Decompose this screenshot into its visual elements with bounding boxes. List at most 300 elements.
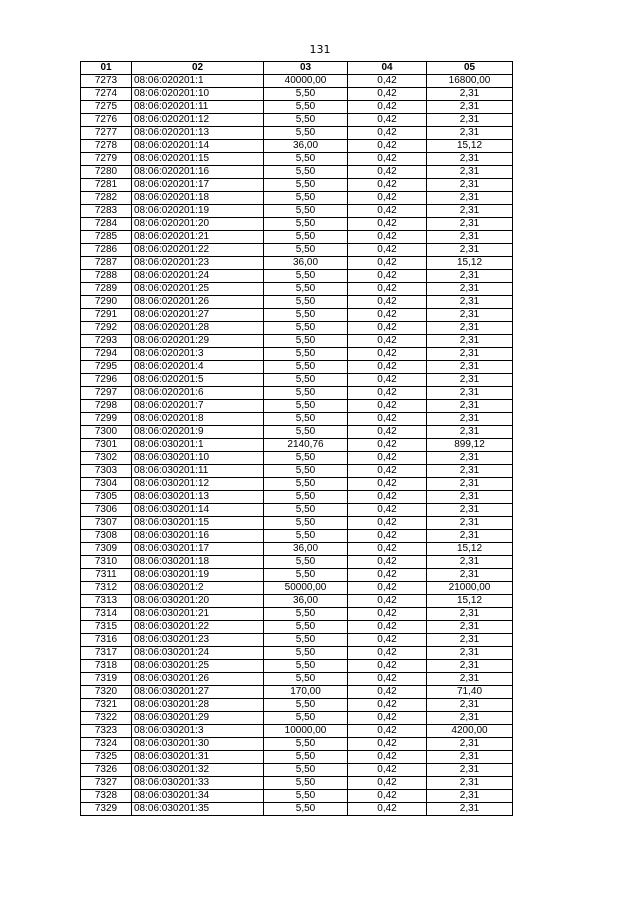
cell-cadastral-code: 08:06:020201:27 bbox=[132, 309, 264, 322]
data-table bbox=[80, 61, 513, 816]
cell-row-number: 7276 bbox=[81, 114, 132, 127]
cell-cadastral-code: 08:06:030201:27 bbox=[132, 686, 264, 699]
column-header-05: 05 bbox=[427, 62, 513, 75]
cell-value-04: 0,42 bbox=[348, 504, 427, 517]
cell-value-05: 2,31 bbox=[427, 335, 513, 348]
table-row bbox=[81, 582, 513, 595]
cell-cadastral-code: 08:06:020201:21 bbox=[132, 231, 264, 244]
cell-value-05: 2,31 bbox=[427, 166, 513, 179]
cell-value-03: 5,50 bbox=[264, 634, 348, 647]
cell-value-04: 0,42 bbox=[348, 465, 427, 478]
table-row bbox=[81, 322, 513, 335]
column-header-02: 02 bbox=[132, 62, 264, 75]
cell-row-number: 7279 bbox=[81, 153, 132, 166]
cell-value-03: 5,50 bbox=[264, 179, 348, 192]
cell-value-05: 2,31 bbox=[427, 556, 513, 569]
cell-cadastral-code: 08:06:020201:25 bbox=[132, 283, 264, 296]
cell-row-number: 7328 bbox=[81, 790, 132, 803]
table-header bbox=[81, 62, 513, 75]
cell-cadastral-code: 08:06:020201:28 bbox=[132, 322, 264, 335]
cell-value-05: 2,31 bbox=[427, 101, 513, 114]
cell-value-04: 0,42 bbox=[348, 777, 427, 790]
cell-cadastral-code: 08:06:020201:11 bbox=[132, 101, 264, 114]
table-row bbox=[81, 673, 513, 686]
cell-value-04: 0,42 bbox=[348, 153, 427, 166]
cell-value-03: 5,50 bbox=[264, 348, 348, 361]
cell-cadastral-code: 08:06:030201:30 bbox=[132, 738, 264, 751]
cell-cadastral-code: 08:06:020201:3 bbox=[132, 348, 264, 361]
table-row bbox=[81, 270, 513, 283]
cell-cadastral-code: 08:06:020201:14 bbox=[132, 140, 264, 153]
cell-cadastral-code: 08:06:020201:15 bbox=[132, 153, 264, 166]
cell-value-04: 0,42 bbox=[348, 244, 427, 257]
cell-value-05: 2,31 bbox=[427, 244, 513, 257]
cell-row-number: 7309 bbox=[81, 543, 132, 556]
cell-value-03: 5,50 bbox=[264, 374, 348, 387]
cell-row-number: 7286 bbox=[81, 244, 132, 257]
cell-value-04: 0,42 bbox=[348, 764, 427, 777]
cell-cadastral-code: 08:06:030201:23 bbox=[132, 634, 264, 647]
cell-value-05: 2,31 bbox=[427, 634, 513, 647]
cell-row-number: 7278 bbox=[81, 140, 132, 153]
cell-row-number: 7316 bbox=[81, 634, 132, 647]
cell-value-03: 5,50 bbox=[264, 673, 348, 686]
cell-value-05: 2,31 bbox=[427, 205, 513, 218]
table-row bbox=[81, 127, 513, 140]
cell-value-03: 5,50 bbox=[264, 478, 348, 491]
cell-row-number: 7287 bbox=[81, 257, 132, 270]
cell-value-05: 2,31 bbox=[427, 413, 513, 426]
cell-cadastral-code: 08:06:020201:6 bbox=[132, 387, 264, 400]
table-row bbox=[81, 244, 513, 257]
cell-value-04: 0,42 bbox=[348, 309, 427, 322]
table-row bbox=[81, 205, 513, 218]
cell-row-number: 7314 bbox=[81, 608, 132, 621]
cell-value-05: 2,31 bbox=[427, 400, 513, 413]
table-row bbox=[81, 88, 513, 101]
cell-value-05: 15,12 bbox=[427, 257, 513, 270]
cell-value-05: 2,31 bbox=[427, 218, 513, 231]
cell-value-04: 0,42 bbox=[348, 491, 427, 504]
cell-cadastral-code: 08:06:030201:25 bbox=[132, 660, 264, 673]
table-body bbox=[81, 75, 513, 816]
cell-row-number: 7285 bbox=[81, 231, 132, 244]
cell-cadastral-code: 08:06:020201:20 bbox=[132, 218, 264, 231]
cell-row-number: 7306 bbox=[81, 504, 132, 517]
table-row bbox=[81, 400, 513, 413]
cell-value-04: 0,42 bbox=[348, 101, 427, 114]
cell-value-04: 0,42 bbox=[348, 725, 427, 738]
cell-value-05: 2,31 bbox=[427, 751, 513, 764]
column-header-04: 04 bbox=[348, 62, 427, 75]
cell-value-03: 5,50 bbox=[264, 88, 348, 101]
cell-value-05: 2,31 bbox=[427, 504, 513, 517]
cell-value-03: 5,50 bbox=[264, 283, 348, 296]
cell-value-03: 36,00 bbox=[264, 257, 348, 270]
table-row bbox=[81, 361, 513, 374]
cell-value-03: 5,50 bbox=[264, 296, 348, 309]
cell-value-03: 36,00 bbox=[264, 140, 348, 153]
cell-value-03: 5,50 bbox=[264, 413, 348, 426]
cell-cadastral-code: 08:06:020201:29 bbox=[132, 335, 264, 348]
cell-cadastral-code: 08:06:030201:12 bbox=[132, 478, 264, 491]
cell-value-04: 0,42 bbox=[348, 322, 427, 335]
cell-row-number: 7307 bbox=[81, 517, 132, 530]
cell-value-03: 5,50 bbox=[264, 530, 348, 543]
cell-value-04: 0,42 bbox=[348, 686, 427, 699]
cell-value-05: 2,31 bbox=[427, 530, 513, 543]
cell-cadastral-code: 08:06:020201:26 bbox=[132, 296, 264, 309]
cell-row-number: 7298 bbox=[81, 400, 132, 413]
cell-cadastral-code: 08:06:030201:34 bbox=[132, 790, 264, 803]
cell-row-number: 7284 bbox=[81, 218, 132, 231]
cell-cadastral-code: 08:06:030201:26 bbox=[132, 673, 264, 686]
table-row bbox=[81, 530, 513, 543]
cell-value-05: 2,31 bbox=[427, 647, 513, 660]
cell-value-05: 2,31 bbox=[427, 569, 513, 582]
table-row bbox=[81, 153, 513, 166]
cell-value-03: 5,50 bbox=[264, 790, 348, 803]
cell-value-03: 5,50 bbox=[264, 660, 348, 673]
cell-value-04: 0,42 bbox=[348, 361, 427, 374]
cell-cadastral-code: 08:06:030201:32 bbox=[132, 764, 264, 777]
cell-value-03: 5,50 bbox=[264, 192, 348, 205]
cell-cadastral-code: 08:06:020201:9 bbox=[132, 426, 264, 439]
cell-value-03: 5,50 bbox=[264, 699, 348, 712]
cell-cadastral-code: 08:06:020201:17 bbox=[132, 179, 264, 192]
cell-value-05: 2,31 bbox=[427, 309, 513, 322]
cell-value-05: 2,31 bbox=[427, 114, 513, 127]
table-row bbox=[81, 517, 513, 530]
table-row bbox=[81, 140, 513, 153]
table-row bbox=[81, 790, 513, 803]
cell-value-05: 2,31 bbox=[427, 764, 513, 777]
cell-value-04: 0,42 bbox=[348, 413, 427, 426]
cell-value-04: 0,42 bbox=[348, 712, 427, 725]
table-row bbox=[81, 764, 513, 777]
cell-value-03: 5,50 bbox=[264, 465, 348, 478]
cell-value-05: 21000,00 bbox=[427, 582, 513, 595]
cell-cadastral-code: 08:06:020201:12 bbox=[132, 114, 264, 127]
table-row bbox=[81, 231, 513, 244]
cell-value-04: 0,42 bbox=[348, 595, 427, 608]
table-row bbox=[81, 647, 513, 660]
cell-value-03: 5,50 bbox=[264, 803, 348, 816]
cell-value-05: 2,31 bbox=[427, 153, 513, 166]
cell-cadastral-code: 08:06:020201:7 bbox=[132, 400, 264, 413]
cell-row-number: 7291 bbox=[81, 309, 132, 322]
cell-value-05: 2,31 bbox=[427, 387, 513, 400]
cell-value-04: 0,42 bbox=[348, 335, 427, 348]
cell-row-number: 7321 bbox=[81, 699, 132, 712]
table-row bbox=[81, 608, 513, 621]
cell-value-03: 5,50 bbox=[264, 309, 348, 322]
cell-row-number: 7280 bbox=[81, 166, 132, 179]
cell-value-03: 5,50 bbox=[264, 491, 348, 504]
header-row bbox=[81, 62, 513, 75]
cell-value-04: 0,42 bbox=[348, 634, 427, 647]
cell-value-03: 5,50 bbox=[264, 569, 348, 582]
cell-value-04: 0,42 bbox=[348, 790, 427, 803]
cell-value-05: 16800,00 bbox=[427, 75, 513, 88]
cell-value-04: 0,42 bbox=[348, 582, 427, 595]
cell-value-04: 0,42 bbox=[348, 88, 427, 101]
cell-row-number: 7318 bbox=[81, 660, 132, 673]
cell-value-05: 2,31 bbox=[427, 673, 513, 686]
cell-cadastral-code: 08:06:020201:4 bbox=[132, 361, 264, 374]
table-row bbox=[81, 335, 513, 348]
cell-value-03: 5,50 bbox=[264, 166, 348, 179]
cell-cadastral-code: 08:06:030201:29 bbox=[132, 712, 264, 725]
cell-value-05: 2,31 bbox=[427, 478, 513, 491]
cell-row-number: 7296 bbox=[81, 374, 132, 387]
cell-value-04: 0,42 bbox=[348, 556, 427, 569]
cell-value-03: 5,50 bbox=[264, 205, 348, 218]
cell-value-03: 5,50 bbox=[264, 504, 348, 517]
cell-row-number: 7326 bbox=[81, 764, 132, 777]
table-row bbox=[81, 439, 513, 452]
cell-value-03: 2140,76 bbox=[264, 439, 348, 452]
cell-value-04: 0,42 bbox=[348, 75, 427, 88]
cell-value-04: 0,42 bbox=[348, 803, 427, 816]
cell-value-03: 5,50 bbox=[264, 127, 348, 140]
cell-value-03: 5,50 bbox=[264, 738, 348, 751]
cell-value-05: 2,31 bbox=[427, 88, 513, 101]
cell-value-04: 0,42 bbox=[348, 140, 427, 153]
cell-value-05: 15,12 bbox=[427, 543, 513, 556]
cell-row-number: 7325 bbox=[81, 751, 132, 764]
cell-row-number: 7315 bbox=[81, 621, 132, 634]
cell-value-04: 0,42 bbox=[348, 257, 427, 270]
cell-value-05: 2,31 bbox=[427, 361, 513, 374]
cell-value-05: 2,31 bbox=[427, 426, 513, 439]
cell-row-number: 7303 bbox=[81, 465, 132, 478]
cell-value-03: 5,50 bbox=[264, 335, 348, 348]
cell-value-04: 0,42 bbox=[348, 621, 427, 634]
cell-value-05: 2,31 bbox=[427, 296, 513, 309]
cell-cadastral-code: 08:06:030201:18 bbox=[132, 556, 264, 569]
table-row bbox=[81, 543, 513, 556]
cell-value-03: 5,50 bbox=[264, 712, 348, 725]
page-number: 131 bbox=[309, 43, 331, 56]
cell-value-03: 5,50 bbox=[264, 387, 348, 400]
table-row bbox=[81, 777, 513, 790]
cell-value-04: 0,42 bbox=[348, 647, 427, 660]
cell-value-03: 5,50 bbox=[264, 231, 348, 244]
cell-value-05: 71,40 bbox=[427, 686, 513, 699]
cell-value-04: 0,42 bbox=[348, 192, 427, 205]
table-row bbox=[81, 595, 513, 608]
table-row bbox=[81, 114, 513, 127]
cell-cadastral-code: 08:06:020201:10 bbox=[132, 88, 264, 101]
cell-value-05: 2,31 bbox=[427, 465, 513, 478]
cell-row-number: 7282 bbox=[81, 192, 132, 205]
cell-value-05: 2,31 bbox=[427, 790, 513, 803]
cell-cadastral-code: 08:06:020201:16 bbox=[132, 166, 264, 179]
cell-row-number: 7319 bbox=[81, 673, 132, 686]
cell-cadastral-code: 08:06:020201:8 bbox=[132, 413, 264, 426]
cell-row-number: 7273 bbox=[81, 75, 132, 88]
cell-value-04: 0,42 bbox=[348, 660, 427, 673]
cell-cadastral-code: 08:06:030201:31 bbox=[132, 751, 264, 764]
table-row bbox=[81, 309, 513, 322]
cell-row-number: 7322 bbox=[81, 712, 132, 725]
cell-value-04: 0,42 bbox=[348, 348, 427, 361]
cell-value-03: 5,50 bbox=[264, 452, 348, 465]
cell-value-03: 36,00 bbox=[264, 595, 348, 608]
cell-value-03: 5,50 bbox=[264, 270, 348, 283]
cell-value-05: 2,31 bbox=[427, 517, 513, 530]
cell-value-03: 5,50 bbox=[264, 218, 348, 231]
table-row bbox=[81, 465, 513, 478]
cell-value-04: 0,42 bbox=[348, 374, 427, 387]
cell-cadastral-code: 08:06:020201:13 bbox=[132, 127, 264, 140]
cell-row-number: 7317 bbox=[81, 647, 132, 660]
cell-value-03: 50000,00 bbox=[264, 582, 348, 595]
cell-cadastral-code: 08:06:020201:23 bbox=[132, 257, 264, 270]
cell-value-05: 15,12 bbox=[427, 595, 513, 608]
cell-value-03: 5,50 bbox=[264, 114, 348, 127]
cell-value-04: 0,42 bbox=[348, 751, 427, 764]
cell-cadastral-code: 08:06:020201:19 bbox=[132, 205, 264, 218]
cell-value-05: 2,31 bbox=[427, 491, 513, 504]
cell-value-05: 2,31 bbox=[427, 608, 513, 621]
cell-value-03: 5,50 bbox=[264, 556, 348, 569]
cell-row-number: 7329 bbox=[81, 803, 132, 816]
cell-value-05: 15,12 bbox=[427, 140, 513, 153]
cell-row-number: 7312 bbox=[81, 582, 132, 595]
table-row bbox=[81, 296, 513, 309]
cell-value-05: 2,31 bbox=[427, 660, 513, 673]
cell-cadastral-code: 08:06:030201:33 bbox=[132, 777, 264, 790]
cell-value-03: 5,50 bbox=[264, 244, 348, 257]
cell-row-number: 7290 bbox=[81, 296, 132, 309]
cell-value-04: 0,42 bbox=[348, 387, 427, 400]
cell-cadastral-code: 08:06:030201:17 bbox=[132, 543, 264, 556]
cell-cadastral-code: 08:06:030201:24 bbox=[132, 647, 264, 660]
cell-value-05: 2,31 bbox=[427, 348, 513, 361]
table-row bbox=[81, 426, 513, 439]
table-row bbox=[81, 374, 513, 387]
cell-value-03: 170,00 bbox=[264, 686, 348, 699]
cell-value-04: 0,42 bbox=[348, 205, 427, 218]
cell-value-03: 5,50 bbox=[264, 647, 348, 660]
cell-value-05: 2,31 bbox=[427, 712, 513, 725]
cell-value-03: 5,50 bbox=[264, 153, 348, 166]
cell-value-04: 0,42 bbox=[348, 452, 427, 465]
table-row bbox=[81, 699, 513, 712]
cell-row-number: 7302 bbox=[81, 452, 132, 465]
cell-value-03: 36,00 bbox=[264, 543, 348, 556]
cell-value-04: 0,42 bbox=[348, 517, 427, 530]
table-row bbox=[81, 686, 513, 699]
cell-cadastral-code: 08:06:030201:16 bbox=[132, 530, 264, 543]
cell-value-05: 2,31 bbox=[427, 231, 513, 244]
cell-value-04: 0,42 bbox=[348, 530, 427, 543]
cell-row-number: 7293 bbox=[81, 335, 132, 348]
cell-value-03: 5,50 bbox=[264, 764, 348, 777]
cell-value-05: 2,31 bbox=[427, 699, 513, 712]
table-row bbox=[81, 348, 513, 361]
cell-value-03: 5,50 bbox=[264, 101, 348, 114]
cell-cadastral-code: 08:06:020201:24 bbox=[132, 270, 264, 283]
cell-row-number: 7323 bbox=[81, 725, 132, 738]
cell-value-03: 5,50 bbox=[264, 777, 348, 790]
cell-row-number: 7294 bbox=[81, 348, 132, 361]
cell-value-04: 0,42 bbox=[348, 218, 427, 231]
cell-row-number: 7327 bbox=[81, 777, 132, 790]
cell-row-number: 7308 bbox=[81, 530, 132, 543]
cell-row-number: 7277 bbox=[81, 127, 132, 140]
cell-cadastral-code: 08:06:020201:22 bbox=[132, 244, 264, 257]
table-row bbox=[81, 712, 513, 725]
cell-value-03: 5,50 bbox=[264, 608, 348, 621]
cell-row-number: 7292 bbox=[81, 322, 132, 335]
cell-cadastral-code: 08:06:020201:5 bbox=[132, 374, 264, 387]
table-row bbox=[81, 803, 513, 816]
cell-row-number: 7313 bbox=[81, 595, 132, 608]
table-row bbox=[81, 387, 513, 400]
cell-value-03: 5,50 bbox=[264, 400, 348, 413]
cell-value-03: 5,50 bbox=[264, 322, 348, 335]
table-row bbox=[81, 192, 513, 205]
cell-value-04: 0,42 bbox=[348, 608, 427, 621]
cell-value-04: 0,42 bbox=[348, 283, 427, 296]
column-header-03: 03 bbox=[264, 62, 348, 75]
cell-cadastral-code: 08:06:030201:15 bbox=[132, 517, 264, 530]
cell-value-04: 0,42 bbox=[348, 478, 427, 491]
table-row bbox=[81, 491, 513, 504]
cell-cadastral-code: 08:06:030201:10 bbox=[132, 452, 264, 465]
cell-row-number: 7324 bbox=[81, 738, 132, 751]
cell-value-03: 5,50 bbox=[264, 751, 348, 764]
table-row bbox=[81, 621, 513, 634]
cell-cadastral-code: 08:06:020201:18 bbox=[132, 192, 264, 205]
table-row bbox=[81, 634, 513, 647]
cell-row-number: 7283 bbox=[81, 205, 132, 218]
cell-row-number: 7300 bbox=[81, 426, 132, 439]
cell-row-number: 7295 bbox=[81, 361, 132, 374]
cell-value-04: 0,42 bbox=[348, 166, 427, 179]
cell-row-number: 7288 bbox=[81, 270, 132, 283]
cell-value-03: 5,50 bbox=[264, 517, 348, 530]
cell-value-04: 0,42 bbox=[348, 543, 427, 556]
table-row bbox=[81, 751, 513, 764]
cell-value-05: 2,31 bbox=[427, 452, 513, 465]
cell-row-number: 7275 bbox=[81, 101, 132, 114]
cell-cadastral-code: 08:06:030201:1 bbox=[132, 439, 264, 452]
cell-value-04: 0,42 bbox=[348, 738, 427, 751]
table-row bbox=[81, 166, 513, 179]
cell-value-05: 2,31 bbox=[427, 270, 513, 283]
cell-row-number: 7297 bbox=[81, 387, 132, 400]
column-header-01: 01 bbox=[81, 62, 132, 75]
table-row bbox=[81, 478, 513, 491]
cell-row-number: 7289 bbox=[81, 283, 132, 296]
cell-row-number: 7310 bbox=[81, 556, 132, 569]
table-row bbox=[81, 413, 513, 426]
cell-value-05: 2,31 bbox=[427, 621, 513, 634]
cell-cadastral-code: 08:06:030201:35 bbox=[132, 803, 264, 816]
cell-value-04: 0,42 bbox=[348, 296, 427, 309]
table-row bbox=[81, 504, 513, 517]
cell-cadastral-code: 08:06:030201:20 bbox=[132, 595, 264, 608]
cell-value-03: 5,50 bbox=[264, 621, 348, 634]
cell-row-number: 7305 bbox=[81, 491, 132, 504]
cell-row-number: 7281 bbox=[81, 179, 132, 192]
cell-row-number: 7301 bbox=[81, 439, 132, 452]
cell-cadastral-code: 08:06:030201:22 bbox=[132, 621, 264, 634]
